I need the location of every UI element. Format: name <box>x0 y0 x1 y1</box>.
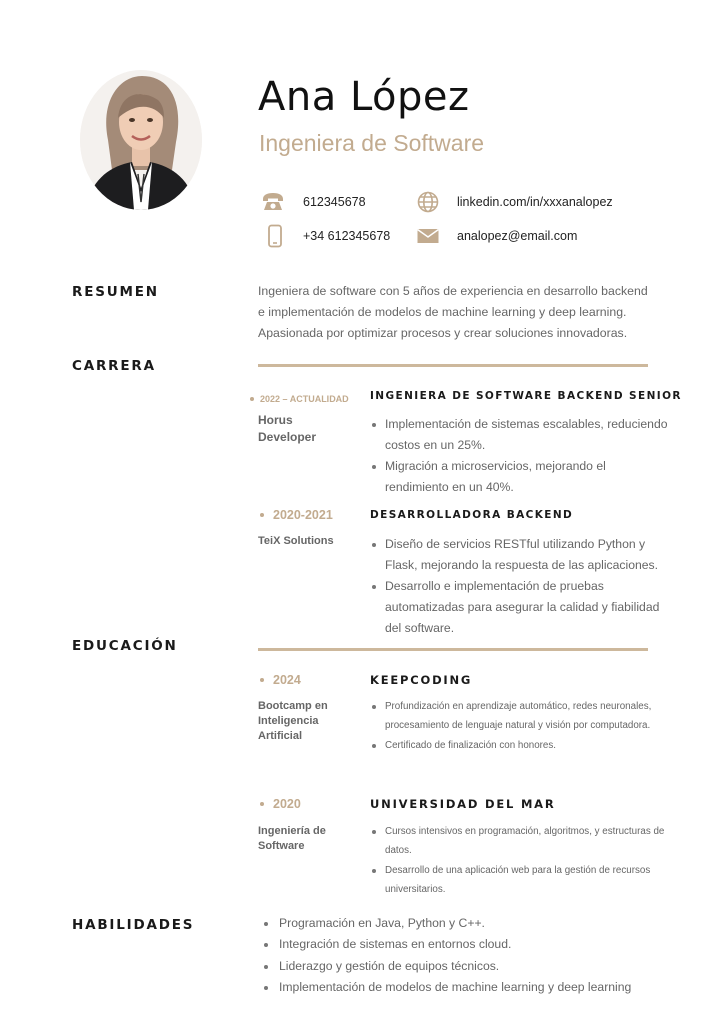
summary-line: Apasionada por optimizar procesos y crear soluciones innovadoras. <box>258 326 628 340</box>
mobile-number: +34 612345678 <box>303 229 391 243</box>
education-school: KEEPCODING <box>370 673 473 687</box>
list-item: Desarrollo e implementación de pruebas automatizadas para asegurar la calidad y fiabilidad del software. <box>370 576 670 639</box>
skills-list <box>264 913 684 998</box>
education-year-text: 2024 <box>273 673 301 687</box>
career-job-title: INGENIERA DE SOFTWARE BACKEND SENIOR <box>370 390 682 402</box>
email-link[interactable]: analopez@email.com <box>457 229 578 243</box>
list-item: Certificado de finalización con honores. <box>370 736 675 755</box>
summary-line: e implementación de modelos de machine learning y deep learning. <box>258 305 627 319</box>
skill-item: Implementación de modelos de machine learning y deep learning <box>264 977 684 998</box>
bullet-dot <box>250 397 254 401</box>
smartphone-icon <box>263 224 287 248</box>
career-company: TeiX Solutions <box>258 535 334 547</box>
education-bullets <box>370 822 675 899</box>
phone-number: 612345678 <box>303 195 366 209</box>
bullet-dot <box>260 513 264 517</box>
divider <box>258 364 648 367</box>
career-bullets <box>370 534 670 639</box>
bullet-dot <box>260 678 264 682</box>
career-period-text: 2020-2021 <box>273 508 333 522</box>
section-title-career: CARRERA <box>72 358 156 374</box>
list-item: Desarrollo de una aplicación web para la gestión de recursos universitarios. <box>370 861 675 900</box>
education-program: Ingeniería de Software <box>258 825 326 852</box>
education-bullets <box>370 697 675 755</box>
list-item: Migración a microservicios, mejorando el rendimiento en un 40%. <box>370 456 670 498</box>
candidate-role: Ingeniera de Software <box>259 130 485 156</box>
summary-line: Ingeniera de software con 5 años de experiencia en desarrollo backend <box>258 284 648 298</box>
career-company: Horus Developer <box>258 413 317 444</box>
list-item: Profundización en aprendizaje automático, redes neuronales, procesamiento de lenguaje natural y visión por computadora. <box>370 697 675 736</box>
education-year <box>260 673 301 687</box>
profile-photo <box>80 70 202 210</box>
telephone-icon <box>261 190 285 214</box>
career-job-title: DESARROLLADORA BACKEND <box>370 509 574 521</box>
envelope-icon <box>416 224 440 248</box>
section-title-education: EDUCACIÓN <box>72 638 178 654</box>
skill-item: Integración de sistemas en entornos cloud. <box>264 934 684 955</box>
summary-text <box>258 281 648 344</box>
globe-icon <box>416 190 440 214</box>
career-period <box>260 508 333 522</box>
list-item: Diseño de servicios RESTful utilizando Python y Flask, mejorando la respuesta de las aplicaciones. <box>370 534 670 576</box>
career-bullets <box>370 414 670 498</box>
linkedin-link[interactable]: linkedin.com/in/xxxanalopez <box>457 195 613 209</box>
skill-item: Liderazgo y gestión de equipos técnicos. <box>264 956 684 977</box>
education-year <box>260 797 301 811</box>
bullet-dot <box>260 802 264 806</box>
education-school: UNIVERSIDAD DEL MAR <box>370 797 556 811</box>
list-item: Implementación de sistemas escalables, reduciendo costos en un 25%. <box>370 414 670 456</box>
section-title-summary: RESUMEN <box>72 284 159 300</box>
career-period-text: 2022 – ACTUALIDAD <box>260 394 349 404</box>
skill-item: Programación en Java, Python y C++. <box>264 913 684 934</box>
education-year-text: 2020 <box>273 797 301 811</box>
candidate-name: Ana López <box>258 74 470 120</box>
career-period <box>250 394 349 404</box>
divider <box>258 648 648 651</box>
section-title-skills: HABILIDADES <box>72 917 195 933</box>
education-program: Bootcamp en Inteligencia Artificial <box>258 700 328 742</box>
list-item: Cursos intensivos en programación, algoritmos, y estructuras de datos. <box>370 822 675 861</box>
